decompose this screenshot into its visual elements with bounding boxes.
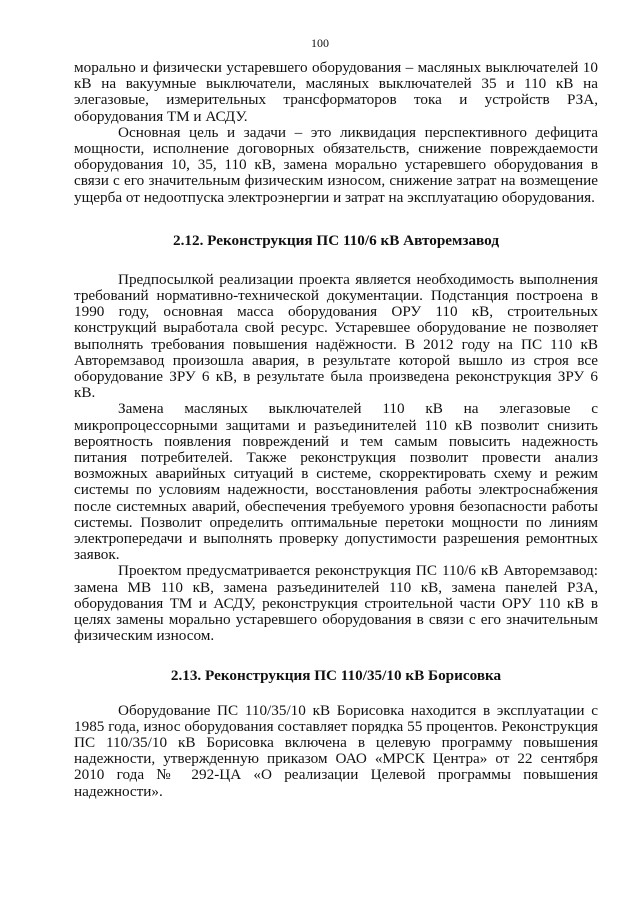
- page-content: [74, 60, 598, 800]
- section-heading-2-12: 2.12. Реконструкция ПС 110/6 кВ Авторемзавод: [173, 231, 499, 249]
- intro-paragraph-goals: Основная цель и задачи – это ликвидация перспективного дефицита мощности, исполнение договорных обязательств, снижение повреждаемости оборудования 10, 35, 110 кВ, замена морально устаревшего оборудования в связи с его значительным физическим износом, снижение затрат на возмещение ущерба от недоотпуска электроэнергии и затрат на эксплуатацию оборудования.: [74, 123, 598, 206]
- section-heading-2-13: 2.13. Реконструкция ПС 110/35/10 кВ Борисовка: [170, 666, 502, 684]
- section-2-12-paragraph-2: Замена масляных выключателей 110 кВ на элегазовые с микропроцессорными защитами и разъединителей 110 кВ позволит снизить вероятность появления повреждений и тем самым повысить надежность питания потребителей. Также реконструкция позволит провести анализ возможных аварийных ситуаций в системе, скорректировать схему и режим системы по условиям надежности, восстановления работы электроснабжения после системных аварий, обеспечения требуемого уровня безопасности работы системы. Позволит определить оптимальные перетоки мощности по линиям электропередачи и выполнять проверку допустимости разрешения ремонтных заявок.: [74, 400, 598, 564]
- page-number: 100: [311, 36, 329, 50]
- intro-paragraph-continued: морально и физически устаревшего оборудования – масляных выключателей 10 кВ на вакуумные выключатели, масляных выключателей 35 и 110 кВ на элегазовые, измерительных трансформаторов тока и устройств РЗА, оборудования ТМ и АСДУ.: [74, 59, 598, 125]
- section-2-12-paragraph-1: Предпосылкой реализации проекта является необходимость выполнения требований нормативно-технической документации. Подстанция построена в 1990 году, основная масса оборудования ОРУ 110 кВ, строительных конструкций выработала свой ресурс. Устаревшее оборудование не позволяет выполнять требования повышения надёжности. В 2012 году на ПС 110 кВ Авторемзавод произошла авария, в результате которой вышло из строя все оборудование ЗРУ 6 кВ, в результате была произведена реконструкция ЗРУ 6 кВ.: [74, 270, 598, 402]
- section-2-13-paragraph-1: Оборудование ПС 110/35/10 кВ Борисовка находится в эксплуатации с 1985 года, износ оборудования составляет порядка 55 процентов. Реконструкция ПС 110/35/10 кВ Борисовка включена в целевую программу повышения надежности, утвержденную приказом ОАО «МРСК Центра» от 22 сентября 2010 года № 292-ЦА «О реализации Целевой программы повышения надежности».: [74, 701, 598, 800]
- section-2-12-paragraph-3: Проектом предусматривается реконструкция ПС 110/6 кВ Авторемзавод: замена МВ 110 кВ, замена разъединителей 110 кВ, замена панелей РЗА, оборудования ТМ и АСДУ, реконструкция строительной части ОРУ 110 кВ в целях замены морально устаревшего оборудования в связи с его значительным физическим износом.: [74, 562, 598, 645]
